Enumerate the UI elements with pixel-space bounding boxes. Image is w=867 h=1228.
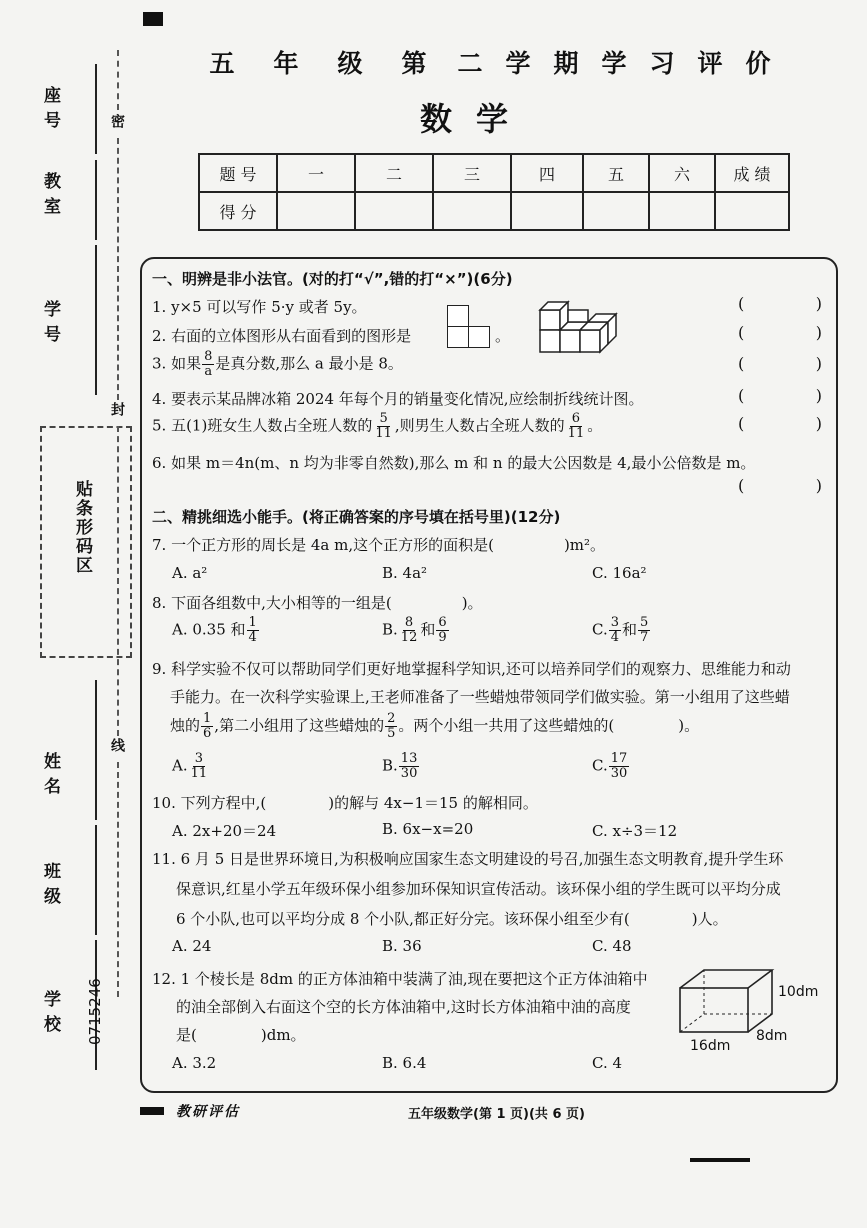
score-input-cell[interactable] (583, 192, 649, 230)
question-10 (152, 792, 538, 813)
barcode-label: 贴条形码区 (72, 480, 92, 575)
q9-middle: ,第二小组用了这些蜡烛的 (214, 716, 385, 735)
name-field-line (95, 680, 97, 820)
option-prefix: C. (592, 756, 608, 775)
fraction (609, 752, 630, 781)
score-head-cell: 六 (649, 154, 715, 192)
question-12-line-1: 12. 1 个棱长是 8dm 的正方体油箱中装满了油,现在要把这个正方体油箱中 (152, 970, 648, 988)
option-prefix: B. (382, 756, 398, 775)
fraction (247, 616, 259, 645)
answer-paren-6[interactable] (738, 476, 822, 495)
cuboid-figure (676, 966, 776, 1036)
title-char: 价 (745, 49, 771, 78)
question-9-line-1: 9. 科学实验不仅可以帮助同学们更好地掌握科学知识,还可以培养同学们的观察力、思维能力和动 (152, 660, 791, 678)
q8-text: 8. 下面各组数中,大小相等的一组是( (152, 594, 392, 612)
q11-text: 6 个小队,也可以平均分成 8 个小队,都正好分完。该环保小组至少有( (176, 910, 630, 928)
fraction (399, 616, 420, 645)
numerator: 13 (400, 751, 418, 766)
option-prefix: B. (382, 620, 398, 639)
paren-close: ) (815, 323, 822, 342)
seal-line-3 (117, 426, 119, 736)
q12-option-a: A. 3.2 (172, 1054, 217, 1072)
student-no-label: 学号 (40, 300, 60, 350)
room-line (95, 160, 97, 240)
paren-close: ) (815, 476, 822, 495)
answer-paren-4[interactable] (738, 386, 822, 405)
question-4: 4. 要表示某品牌冰箱 2024 年每个月的销量变化情况,应绘制折线统计图。 (152, 390, 644, 408)
title-char: 习 (649, 49, 675, 78)
q10-end: )的解与 4x−1＝15 的解相同。 (328, 794, 538, 812)
question-2-text: 2. 右面的立体图形从右面看到的图形是 (152, 327, 412, 345)
paren-close: ) (815, 414, 822, 433)
fraction (436, 616, 448, 645)
option-prefix: A. (172, 756, 188, 775)
option-connector: 和 (420, 620, 436, 639)
paren-open: ( (738, 354, 745, 373)
score-input-cell[interactable] (277, 192, 355, 230)
score-head-cell: 题 号 (199, 154, 277, 192)
q3-suffix: 是真分数,那么 a 最小是 8。 (215, 354, 403, 373)
q3-prefix: 3. 如果 (152, 354, 202, 373)
seal-line-1 (117, 50, 119, 110)
answer-paren-3[interactable] (738, 354, 822, 373)
q5-prefix: 5. 五(1)班女生人数占全班人数的 (152, 416, 373, 435)
view-square-3 (468, 326, 490, 348)
q10-option-c: C. x÷3＝12 (592, 822, 678, 840)
answer-paren-1[interactable] (738, 294, 822, 313)
question-11-line-2: 保意识,红星小学五年级环保小组参加环保知识宣传活动。该环保小组的学生既可以平均分成 (176, 880, 781, 898)
score-input-cell[interactable] (715, 192, 789, 230)
q7-option-c: C. 16a² (592, 564, 647, 582)
fraction (189, 752, 210, 781)
q9-option-a (172, 752, 210, 781)
denominator: 11 (567, 426, 585, 441)
footer-brand: 教研评估 (176, 1104, 240, 1120)
footer-bar-left (140, 1107, 164, 1115)
q11-option-a: A. 24 (172, 937, 212, 955)
option-prefix: C. (592, 620, 608, 639)
denominator: a (204, 364, 213, 379)
cuboid-width-label: 8dm (756, 1028, 788, 1044)
title-char: 年 (273, 49, 299, 78)
question-6: 6. 如果 m＝4n(m、n 均为非零自然数),那么 m 和 n 的最大公因数是 4,最小公倍数是 m。 (152, 454, 756, 472)
numerator: 8 (204, 349, 213, 364)
q7-option-b: B. 4a² (382, 564, 428, 582)
paren-close: ) (815, 386, 822, 405)
numerator: 1 (203, 711, 212, 726)
view-square-1 (447, 305, 469, 327)
denominator: 4 (248, 630, 257, 645)
question-12-line-3 (176, 1024, 306, 1045)
subject-title: 数学 (420, 100, 533, 138)
q3-fraction (202, 350, 214, 379)
q7-option-a: A. a² (172, 564, 208, 582)
paren-open: ( (738, 323, 745, 342)
q9-option-c (592, 752, 630, 781)
numerator: 8 (404, 615, 414, 630)
title-char: 五 (209, 49, 235, 78)
seal-line-2 (117, 138, 119, 400)
q10-option-a: A. 2x+20＝24 (172, 822, 277, 840)
numerator: 3 (194, 751, 204, 766)
question-2 (152, 325, 411, 346)
q11-option-b: B. 36 (382, 937, 422, 955)
q12-text: 是( (176, 1026, 197, 1044)
name-label: 姓名 (40, 752, 60, 802)
title-char: 学 (505, 49, 531, 78)
score-head-cell: 三 (433, 154, 511, 192)
section2-heading: 二、精挑细选小能手。(将正确答案的序号填在括号里)(12分) (152, 508, 561, 526)
numerator: 6 (438, 615, 447, 630)
q10-option-b: B. 6x−x=20 (382, 820, 474, 838)
q11-end: )人。 (691, 910, 728, 928)
paren-open: ( (738, 294, 745, 313)
seal-line-4 (117, 762, 119, 997)
score-input-cell[interactable] (355, 192, 433, 230)
denominator: 11 (375, 426, 392, 441)
denominator: 9 (438, 630, 447, 645)
option-prefix: A. 0.35 和 (172, 620, 246, 639)
footer-bar-right (690, 1158, 750, 1162)
score-head-cell: 成 绩 (715, 154, 789, 192)
score-input-cell[interactable] (649, 192, 715, 230)
q9-option-b (382, 752, 420, 781)
question-12-line-2: 的油全部倒入右面这个空的长方体油箱中,这时长方体油箱中油的高度 (176, 998, 631, 1016)
serial-number: 0715246 (86, 978, 104, 1045)
score-head-cell: 一 (277, 154, 355, 192)
score-input-cell[interactable] (433, 192, 511, 230)
footer-page-info: 五年级数学(第 1 页)(共 6 页) (408, 1107, 585, 1122)
fraction (385, 712, 397, 741)
title-char: 级 (337, 49, 363, 78)
section1-heading: 一、明辨是非小法官。(对的打“√”,错的打“×”)(6分) (152, 270, 513, 288)
score-header-row (199, 154, 789, 192)
q9-prefix: 烛的 (170, 716, 201, 735)
title-char: 第 (401, 49, 427, 78)
score-head-cell: 四 (511, 154, 583, 192)
exam-title (190, 44, 810, 80)
seal-char-mi: 密 (109, 114, 125, 136)
room-label: 教室 (40, 172, 60, 222)
name-line (95, 64, 97, 154)
question-11-line-1: 11. 6 月 5 日是世界环境日,为积极响应国家生态文明建设的号召,加强生态文明教育,提升学生环 (152, 850, 784, 868)
q5-fraction-1 (373, 412, 394, 441)
school-label: 学校 (40, 990, 60, 1040)
score-head-cell: 二 (355, 154, 433, 192)
q12-option-b: B. 6.4 (382, 1054, 427, 1072)
denominator: 12 (400, 630, 418, 645)
title-char: 学 (601, 49, 627, 78)
denominator: 7 (640, 630, 649, 645)
denominator: 5 (387, 726, 396, 741)
corner-mark (143, 12, 163, 26)
option-connector: 和 (622, 620, 638, 639)
question-3 (152, 350, 403, 379)
fraction (201, 712, 213, 741)
class-field-line (95, 825, 97, 935)
question-1: 1. y×5 可以写作 5·y 或者 5y。 (152, 298, 367, 316)
question-2-end: 。 (495, 327, 511, 345)
seal-char-feng: 封 (109, 402, 125, 424)
cuboid-height-label: 10dm (778, 984, 819, 1000)
title-char: 二 (457, 49, 483, 78)
question-9-line-2: 手能力。在一次科学实验课上,王老师准备了一些蜡烛带领同学们做实验。第一小组用了这些蜡 (170, 688, 790, 706)
denominator: 30 (400, 766, 418, 781)
q9-post: 。两个小组一共用了这些蜡烛的( (398, 716, 615, 735)
score-row-label: 得 分 (199, 192, 277, 230)
paren-open: ( (738, 386, 745, 405)
numerator: 1 (248, 615, 257, 630)
q7-text: 7. 一个正方形的周长是 4a m,这个正方形的面积是( (152, 536, 494, 554)
paren-close: ) (815, 354, 822, 373)
question-7 (152, 534, 605, 555)
class-label: 班级 (40, 862, 60, 912)
score-value-row (199, 192, 789, 230)
student-no-line (95, 245, 97, 395)
denominator: 30 (610, 766, 628, 781)
paren-open: ( (738, 476, 745, 495)
score-table (198, 153, 790, 231)
seal-char-xian: 线 (109, 738, 125, 760)
q12-option-c: C. 4 (592, 1054, 623, 1072)
question-9-line-3 (170, 712, 699, 741)
answer-paren-2[interactable] (738, 323, 822, 342)
q10-text: 10. 下列方程中,( (152, 794, 267, 812)
score-head-cell: 五 (583, 154, 649, 192)
q7-end: )m²。 (563, 536, 606, 554)
cuboid-length-label: 16dm (690, 1038, 731, 1054)
q8-option-b (382, 616, 450, 645)
q5-end: 。 (587, 416, 603, 435)
score-input-cell[interactable] (511, 192, 583, 230)
title-char: 评 (697, 49, 723, 78)
question-5 (152, 412, 602, 441)
paren-open: ( (738, 414, 745, 433)
numerator: 6 (571, 411, 581, 426)
q11-option-c: C. 48 (592, 937, 632, 955)
question-11-line-3 (176, 908, 728, 929)
q8-end: )。 (461, 594, 483, 612)
denominator: 6 (203, 726, 212, 741)
numerator: 5 (640, 615, 649, 630)
seat-label: 座号 (40, 86, 60, 136)
q5-fraction-2 (566, 412, 587, 441)
numerator: 5 (379, 411, 388, 426)
numerator: 17 (610, 751, 628, 766)
fraction (609, 616, 621, 645)
question-8 (152, 592, 483, 613)
fraction (399, 752, 420, 781)
q8-option-c (592, 616, 651, 645)
fraction (638, 616, 650, 645)
q5-middle: ,则男生人数占全班人数的 (394, 416, 565, 435)
numerator: 3 (610, 615, 619, 630)
q12-end: )dm。 (260, 1026, 306, 1044)
numerator: 2 (387, 711, 396, 726)
q9-end: )。 (678, 716, 700, 735)
paren-close: ) (815, 294, 822, 313)
answer-paren-5[interactable] (738, 414, 822, 433)
denominator: 4 (610, 630, 619, 645)
cube-stack-figure (536, 296, 620, 358)
view-square-2 (447, 326, 469, 348)
q8-option-a (172, 616, 260, 645)
denominator: 11 (190, 766, 208, 781)
title-char: 期 (553, 49, 579, 78)
